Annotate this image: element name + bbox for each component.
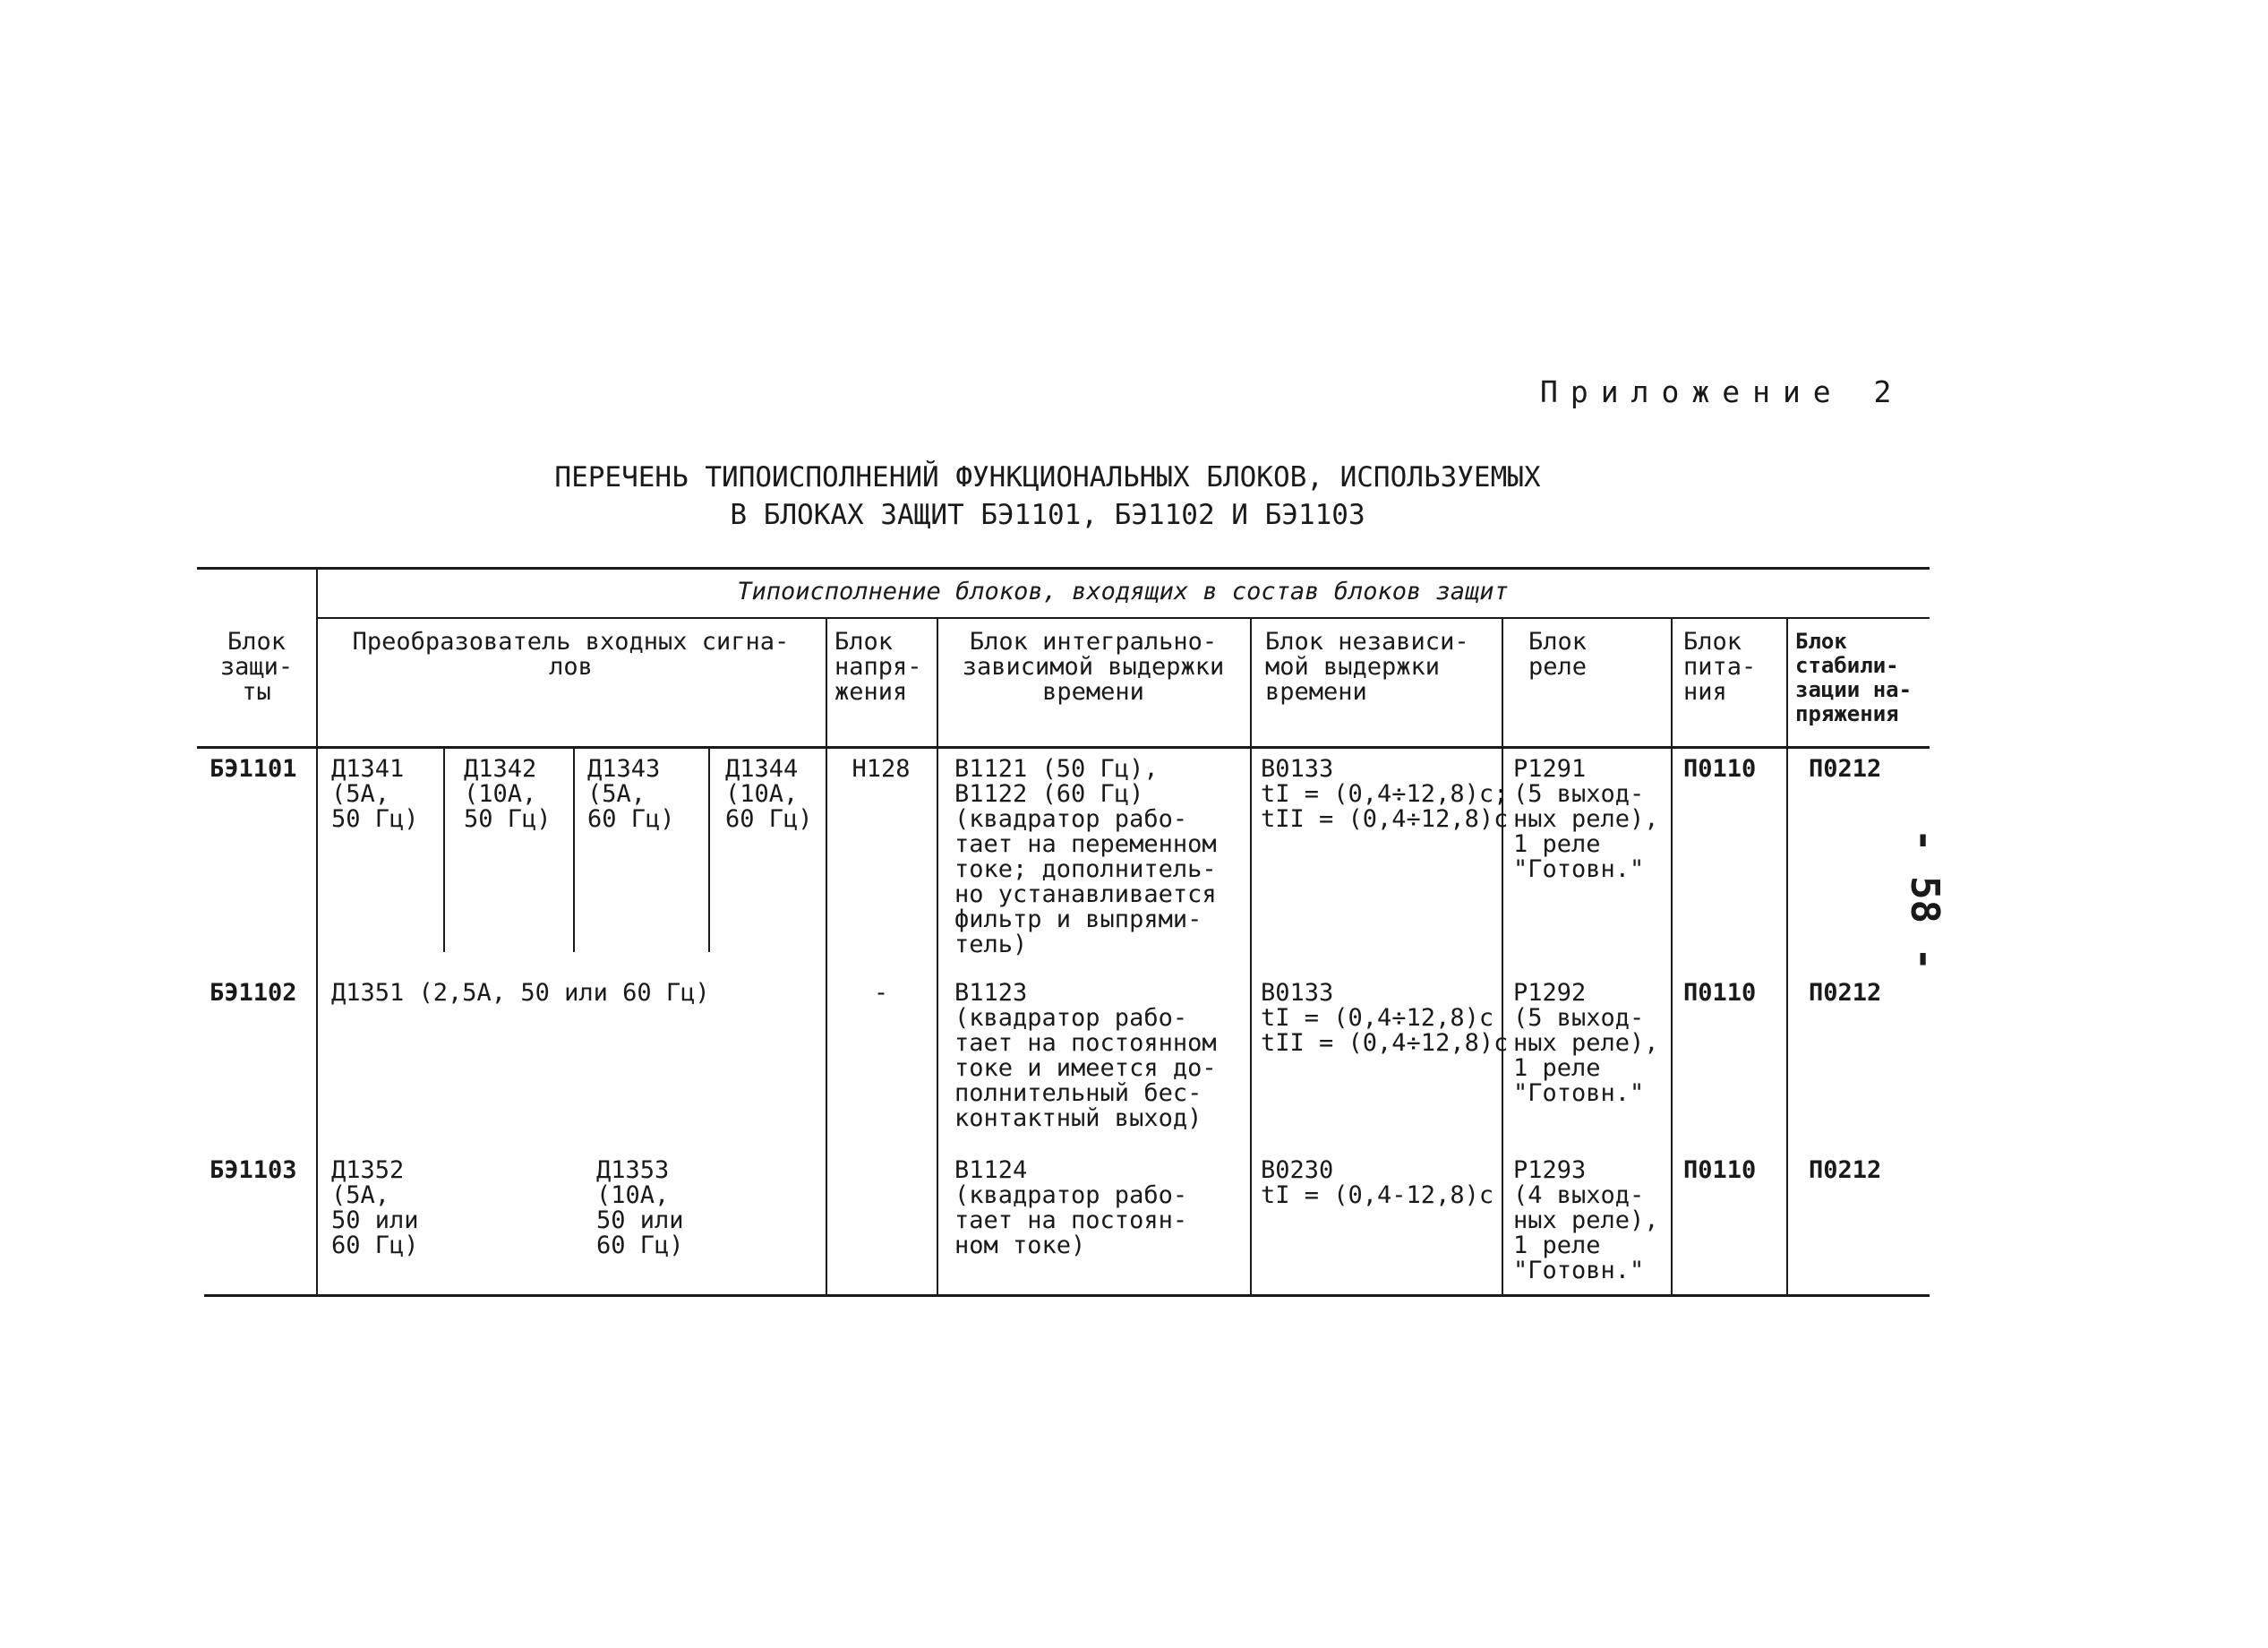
title-line-1: ПЕРЕЧЕНЬ ТИПОИСПОЛНЕНИЙ ФУНКЦИОНАЛЬНЫХ БЛОКОВ, ИСПОЛЬЗУЕМЫХ (554, 461, 1541, 494)
title-line-2: В БЛОКАХ ЗАЩИТ БЭ1101, БЭ1102 И БЭ1103 (730, 499, 1365, 531)
row3-block: БЭ1103 (210, 1156, 297, 1184)
head-group: Типоисполнение блоков, входящих в состав блоков защит (737, 578, 1509, 605)
row1-conv3: Д1343 (5А, 60 Гц) (587, 755, 675, 833)
row2-block: БЭ1102 (210, 979, 297, 1007)
col-sep-voltage (937, 617, 938, 1297)
row1-stab: П0212 (1809, 755, 1882, 783)
head-relay: Блок реле (1528, 628, 1588, 681)
conv-sub-sep-2 (573, 746, 575, 952)
row1-independent: В0133 tI = (0,4÷12,8)с; tII = (0,4÷12,8)с (1261, 755, 1509, 833)
head-voltage: Блок напря- жения (834, 628, 922, 706)
row1-conv4: Д1344 (10А, 60 Гц) (725, 755, 813, 833)
conv-sub-sep-3 (708, 746, 710, 952)
row3-conv2: Д1353 (10А, 50 или 60 Гц) (596, 1156, 684, 1259)
row1-power: П0110 (1683, 755, 1757, 783)
col-sep-conv (826, 617, 827, 1297)
functional-blocks-table (197, 567, 1930, 1297)
row3-integral: В1124 (квадратор рабо- тает на постоян- ном токе) (954, 1156, 1188, 1259)
row2-independent: В0133 tI = (0,4÷12,8)с tII = (0,4÷12,8)с (1261, 979, 1509, 1057)
appendix-label: Приложение 2 (1540, 374, 1904, 409)
col-sep-independent (1502, 617, 1503, 1297)
conv-sub-sep-1 (443, 746, 445, 952)
head-integral: Блок интегрально- зависимой выдержки времени (962, 628, 1225, 706)
row1-voltage: Н128 (852, 755, 911, 783)
row3-independent: В0230 tI = (0,4-12,8)с (1261, 1156, 1494, 1209)
head-stab: Блок стабили- зации на- пряжения (1795, 629, 1913, 726)
head-independent: Блок независи- мой выдержки времени (1265, 628, 1469, 706)
page-number: - 58 - (1902, 828, 1947, 971)
head-bottom-rule (197, 746, 1930, 749)
head-converter: Преобразователь входных сигна- лов (352, 628, 790, 681)
head-power: Блок пита- ния (1683, 628, 1757, 706)
row2-stab: П0212 (1809, 979, 1882, 1007)
row3-conv1: Д1352 (5А, 50 или 60 Гц) (331, 1156, 419, 1259)
row1-integral: В1121 (50 Гц), В1122 (60 Гц) (квадратор рабо- тает на переменном токе; дополнитель- но устанавливается фильтр и выпрями- тель) (954, 755, 1217, 958)
document-title (421, 459, 1674, 534)
row3-relay: Р1293 (4 выход- ных реле), 1 реле "Готовн." (1513, 1156, 1659, 1284)
row1-conv2: Д1342 (10А, 50 Гц) (464, 755, 552, 833)
row1-conv1: Д1341 (5А, 50 Гц) (331, 755, 419, 833)
row3-stab: П0212 (1809, 1156, 1882, 1184)
row2-integral: В1123 (квадратор рабо- тает на постоянном токе и имеется до- полнительный бес- контактный выход) (954, 979, 1217, 1132)
group-head-rule (316, 617, 1930, 619)
row1-relay: Р1291 (5 выход- ных реле), 1 реле "Готовн." (1513, 755, 1659, 883)
table-top-rule (197, 567, 1930, 570)
head-block: Блок защи- ты (219, 628, 294, 706)
row2-conv1: Д1351 (2,5А, 50 или 60 Гц) (331, 979, 710, 1007)
row1-block: БЭ1101 (210, 755, 297, 783)
row2-power: П0110 (1683, 979, 1757, 1007)
row3-power: П0110 (1683, 1156, 1757, 1184)
col-sep-integral (1250, 617, 1252, 1297)
col-sep-power (1786, 617, 1788, 1297)
row2-relay: Р1292 (5 выход- ных реле), 1 реле "Готовн." (1513, 979, 1659, 1107)
col-sep-relay (1671, 617, 1673, 1297)
row2-voltage: - (873, 979, 889, 1007)
